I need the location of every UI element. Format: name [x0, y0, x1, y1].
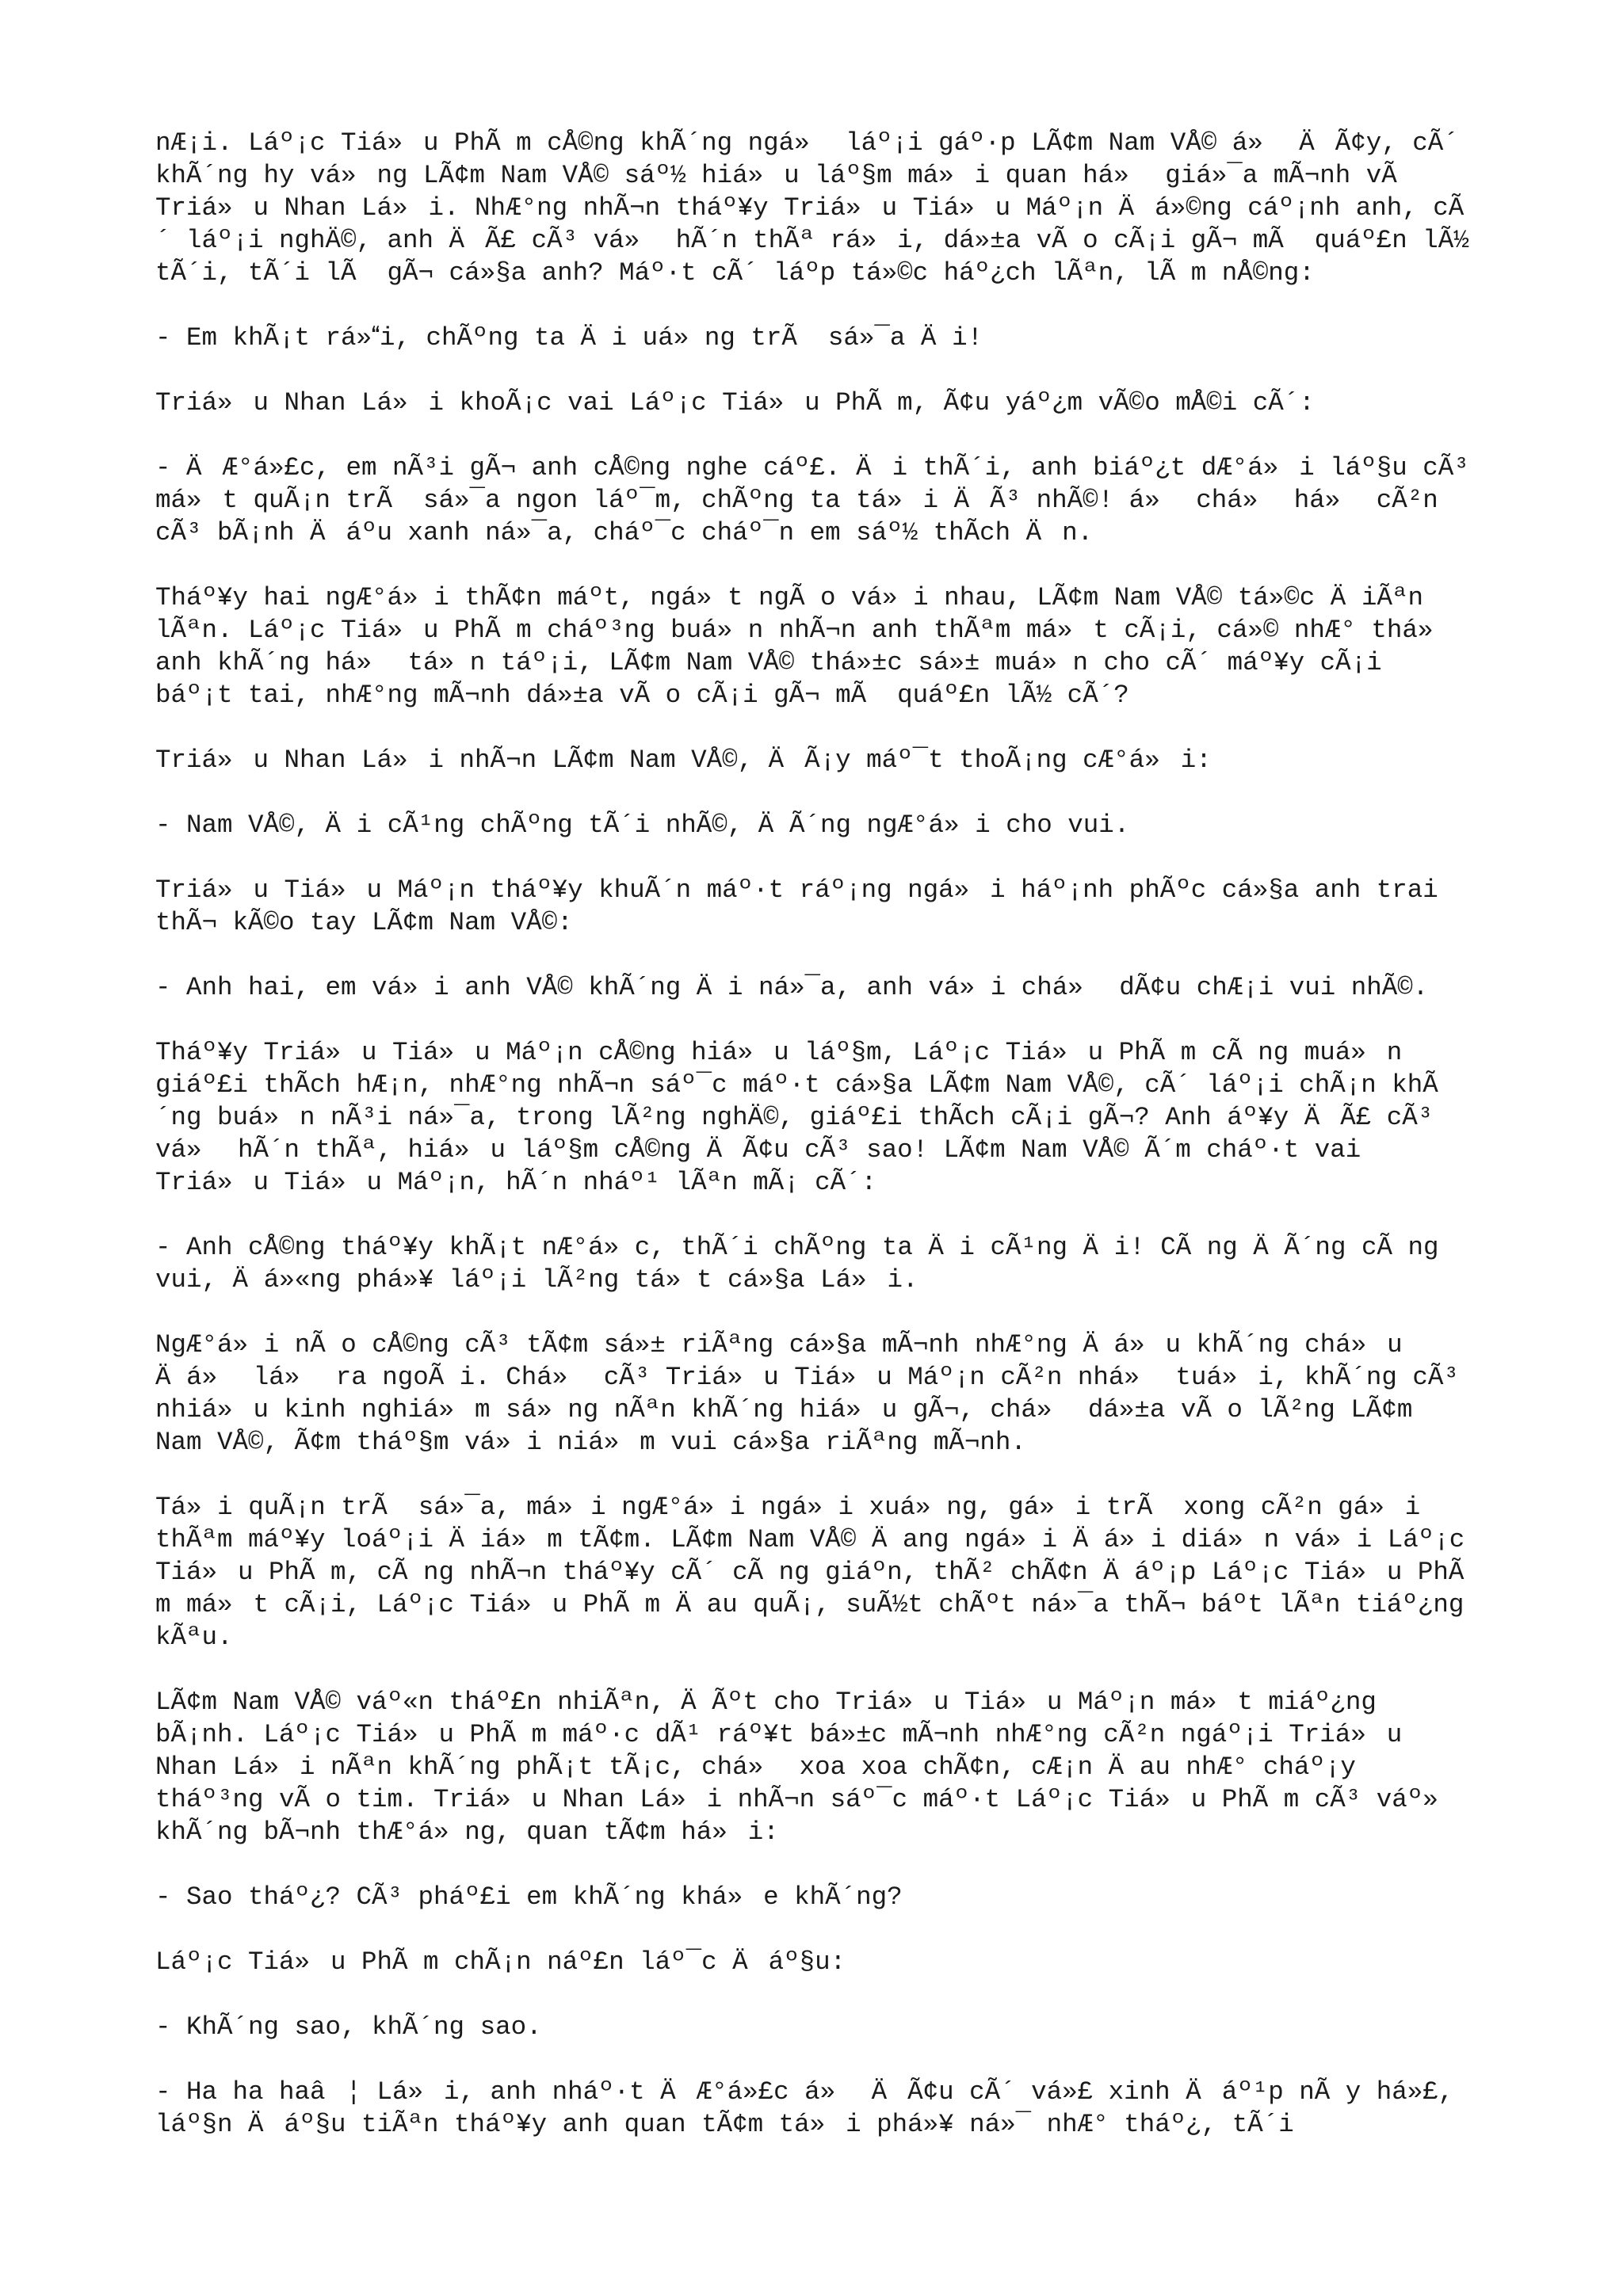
paragraph: Triá»u Nhan Lá»i khoÃ¡c vai Láº¡c Tiá»u PhÃ m, Ã¢u yáº¿m vÃ©o mÅ©i cÃ´:: [155, 388, 1315, 418]
paragraph: - Anh cÅ©ng tháº¥y khÃ¡t nÆ°á»c, thÃ´i chÃºng ta Äi cÃ¹ng Äi! CÃ ng ÄÃ´ng cÃ ng vui, Äá»«ng phá»¥ láº¡i lÃ²ng tá»t cá»§a Lá»i.: [155, 1233, 1454, 1295]
paragraph: Láº¡c Tiá»u PhÃ m chÃ¡n náº£n láº¯c Äáº§u:: [155, 1947, 846, 1977]
paragraph: - Anh hai, em vá»i anh VÅ© khÃ´ng Äi ná»¯a, anh vá»i chá» dÃ¢u chÆ¡i vui nhÃ©.: [155, 973, 1429, 1002]
paragraph: Triá»u Nhan Lá»i nhÃ¬n LÃ¢m Nam VÅ©, ÄÃ¡y máº¯t thoÃ¡ng cÆ°á»i:: [155, 746, 1212, 775]
paragraph: - Nam VÅ©, Äi cÃ¹ng chÃºng tÃ´i nhÃ©, ÄÃ´ng ngÆ°á»i cho vui.: [155, 810, 1130, 840]
paragraph: Tháº¥y Triá»u Tiá»u Máº¡n cÅ©ng hiá»u láº§m, Láº¡c Tiá»u PhÃ m cÃ ng muá»n giáº£i thÃch hÆ¡n, nhÆ°ng nhÃ¬n sáº¯c máº·t cá»§a LÃ¢m Nam VÅ©, cÃ´ láº¡i chÃ¡n khÃ´ng buá»n nÃ³i ná»¯a, trong lÃ²ng nghÄ©, giáº£i thÃch cÃ¡i gÃ¬? Anh áº¥y ÄÃ£ cÃ³ vá» hÃ´n thÃª, hiá»u láº§m cÅ©ng ÄÃ¢u cÃ³ sao! LÃ¢m Nam VÅ© Ã´m cháº·t vai Triá»u Tiá»u Máº¡n, hÃ´n nháº¹ lÃªn mÃ¡ cÃ´:: [155, 1038, 1449, 1197]
paragraph: - Ha ha haâ¦ Lá»i, anh nháº·t ÄÆ°á»£c á» ÄÃ¢u cÃ´ vá»£ xinh Äáº¹p nÃ y há»£, láº§n Äáº§u tiÃªn tháº¥y anh quan tÃ¢m tá»i phá»¥ ná»¯ nhÆ° tháº¿, tÃ´i: [155, 2077, 1469, 2139]
paragraph: Tá»i quÃ¡n trÃ sá»¯a, má»i ngÆ°á»i ngá»i xuá»ng, gá»i trÃ xong cÃ²n gá»i thÃªm máº¥y loáº¡i Äiá»m tÃ¢m. LÃ¢m Nam VÅ© Äang ngá»i Äá»i diá»n vá»i Láº¡c Tiá»u PhÃ m, cÃ ng nhÃ¬n tháº¥y cÃ´ cÃ ng giáºn, thÃ² chÃ¢n Äáº¡p Láº¡c Tiá»u PhÃ m má»t cÃ¡i, Láº¡c Tiá»u PhÃ m Äau quÃ¡, suÃ½t chÃºt ná»¯a thÃ¬ báºt lÃªn tiáº¿ng kÃªu.: [155, 1493, 1480, 1652]
paragraph: NgÆ°á»i nÃ o cÅ©ng cÃ³ tÃ¢m sá»± riÃªng cá»§a mÃ¬nh nhÆ°ng Äá»u khÃ´ng chá»u Äá» lá» ra ngoÃ i. Chá» cÃ³ Triá»u Tiá»u Máº¡n cÃ²n nhá» tuá»i, khÃ´ng cÃ³ nhiá»u kinh nghiá»m sá»ng nÃªn khÃ´ng hiá»u gÃ¬, chá» dá»±a vÃ o lÃ²ng LÃ¢m Nam VÅ©, Ã¢m tháº§m vá»i niá»m vui cá»§a riÃªng mÃ¬nh.: [155, 1330, 1475, 1457]
paragraph: - Em khÃ¡t rá»i, chÃºng ta Äi uá»ng trÃ sá»¯a Äi!: [155, 323, 983, 353]
paragraph: Triá»u Tiá»u Máº¡n tháº¥y khuÃ´n máº·t ráº¡ng ngá»i háº¡nh phÃºc cá»§a anh trai thÃ¬ kÃ©o tay LÃ¢m Nam VÅ©:: [155, 875, 1454, 937]
paragraph: nÆ¡i. Láº¡c Tiá»u PhÃ m cÅ©ng khÃ´ng ngá» láº¡i gáº·p LÃ¢m Nam VÅ© á» ÄÃ¢y, cÃ´ khÃ´ng hy vá»ng LÃ¢m Nam VÅ© sáº½ hiá»u láº§m má»i quan há» giá»¯a mÃ¬nh vÃ Triá»u Nhan Lá»i. NhÆ°ng nhÃ¬n tháº¥y Triá»u Tiá»u Máº¡n Äá»©ng cáº¡nh anh, cÃ´ láº¡i nghÄ©, anh ÄÃ£ cÃ³ vá» hÃ´n thÃª rá»i, dá»±a vÃ o cÃ¡i gÃ¬ mÃ quáº£n lÃ½ tÃ´i, tÃ´i lÃ gÃ¬ cá»§a anh? Máº·t cÃ´ láºp tá»©c háº¿ch lÃªn, lÃ m nÅ©ng:: [155, 128, 1485, 288]
document-page: [155, 127, 1485, 2141]
paragraph: Tháº¥y hai ngÆ°á»i thÃ¢n máºt, ngá»t ngÃ o vá»i nhau, LÃ¢m Nam VÅ© tá»©c ÄiÃªn lÃªn. Láº¡c Tiá»u PhÃ m cháº³ng buá»n nhÃ¬n anh thÃªm má»t cÃ¡i, cá»© nhÆ° thá» anh khÃ´ng há» tá»n táº¡i, LÃ¢m Nam VÅ© thá»±c sá»± muá»n cho cÃ´ máº¥y cÃ¡i báº¡t tai, nhÆ°ng mÃ¬nh dá»±a vÃ o cÃ¡i gÃ¬ mÃ quáº£n lÃ½ cÃ´?: [155, 583, 1469, 710]
paragraph: - Sao tháº¿? CÃ³ pháº£i em khÃ´ng khá»e khÃ´ng?: [155, 1882, 903, 1912]
paragraph: LÃ¢m Nam VÅ© váº«n tháº£n nhiÃªn, ÄÃºt cho Triá»u Tiá»u Máº¡n má»t miáº¿ng bÃ¡nh. Láº¡c Tiá»u PhÃ m máº·c dÃ¹ ráº¥t bá»±c mÃ¬nh nhÆ°ng cÃ²n ngáº¡i Triá»u Nhan Lá»i nÃªn khÃ´ng phÃ¡t tÃ¡c, chá» xoa xoa chÃ¢n, cÆ¡n Äau nhÆ° cháº¡y tháº³ng vÃ o tim. Triá»u Nhan Lá»i nhÃ¬n sáº¯c máº·t Láº¡c Tiá»u PhÃ m cÃ³ váº» khÃ´ng bÃ¬nh thÆ°á»ng, quan tÃ¢m há»i:: [155, 1688, 1454, 1847]
paragraph: - ÄÆ°á»£c, em nÃ³i gÃ¬ anh cÅ©ng nghe cáº£. Äi thÃ´i, anh biáº¿t dÆ°á»i láº§u cÃ³ má»t quÃ¡n trÃ sá»¯a ngon láº¯m, chÃºng ta tá»i ÄÃ³ nhÃ©! á» chá» há» cÃ²n cÃ³ bÃ¡nh Äáºu xanh ná»¯a, cháº¯c cháº¯n em sáº½ thÃch Än.: [155, 453, 1485, 547]
paragraph: - KhÃ´ng sao, khÃ´ng sao.: [155, 2012, 542, 2042]
